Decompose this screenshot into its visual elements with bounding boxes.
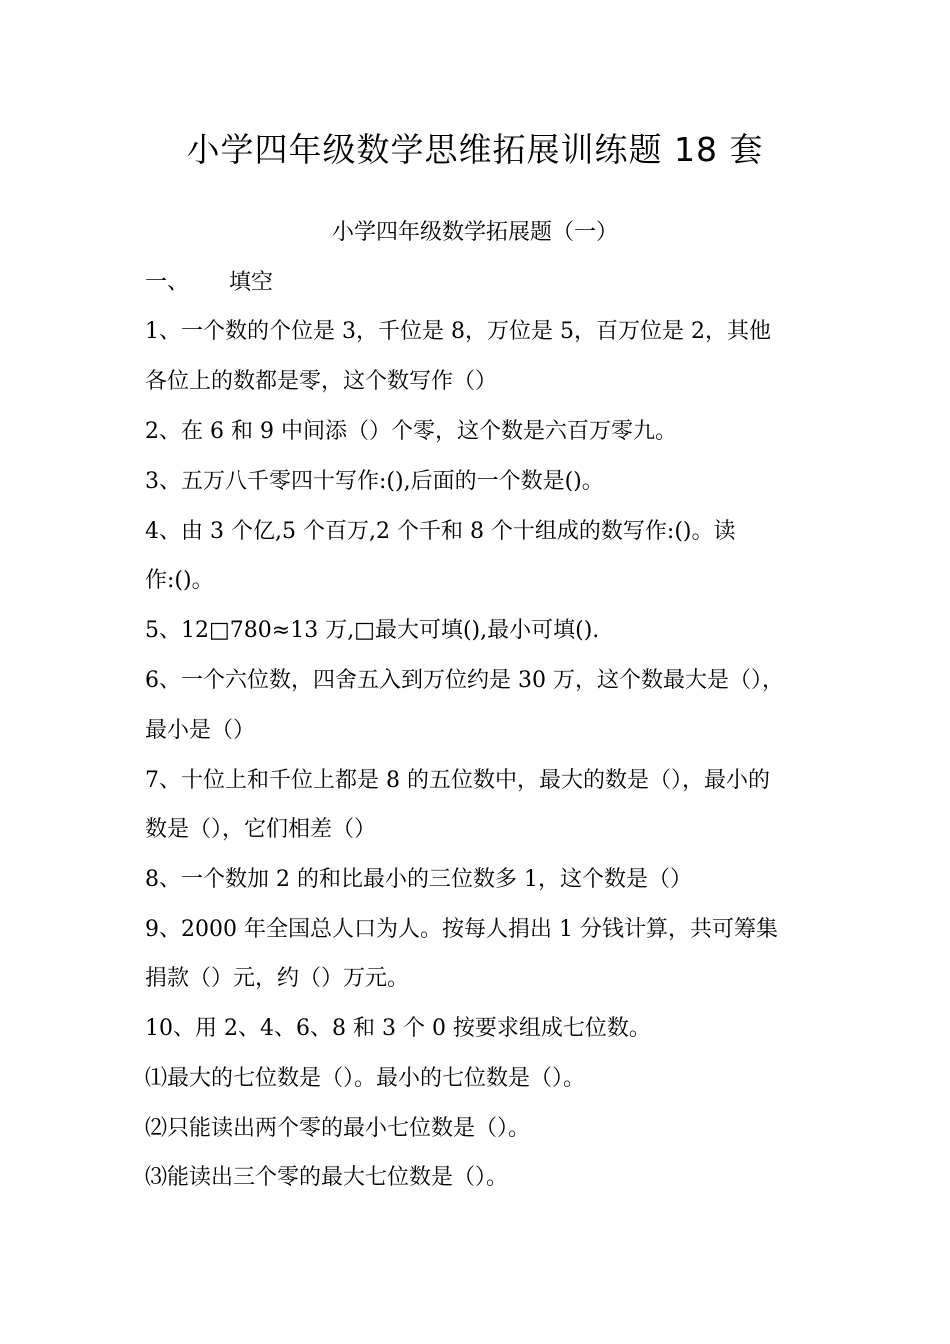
question-line: 4、由 3 个亿,5 个百万,2 个千和 8 个十组成的数写作:()。读 [145, 519, 736, 544]
section-number: 一、 [145, 270, 190, 295]
question-line: 9、2000 年全国总人口为人。按每人捐出 1 分钱计算，共可筹集 [145, 917, 778, 942]
question-line: 2、在 6 和 9 中间添（）个零，这个数是六百万零九。 [145, 419, 677, 444]
question-line: ⑵只能读出两个零的最小七位数是（）。 [145, 1116, 531, 1141]
question-line: 数是（），它们相差（） [145, 817, 377, 842]
section-heading [145, 268, 815, 298]
section-title: 填空 [229, 270, 274, 295]
question-line: 7、十位上和千位上都是 8 的五位数中，最大的数是（），最小的 [145, 768, 770, 793]
question-line: ⑶能读出三个零的最大七位数是（）。 [145, 1165, 509, 1190]
question-line: 各位上的数都是零，这个数写作（） [145, 369, 498, 394]
question-line: ⑴最大的七位数是（）。最小的七位数是（）。 [145, 1066, 586, 1091]
main-title: 小学四年级数学思维拓展训练题 18 套 [186, 130, 764, 169]
question-line: 10、用 2、4、6、8 和 3 个 0 按要求组成七位数。 [145, 1016, 651, 1041]
question-line: 捐款（）元，约（）万元。 [145, 966, 410, 991]
question-line: 8、一个数加 2 的和比最小的三位数多 1，这个数是（） [145, 867, 692, 892]
question-line: 1、一个数的个位是 3，千位是 8，万位是 5，百万位是 2，其他 [145, 319, 771, 344]
question-line: 最小是（） [145, 718, 256, 743]
sub-title: 小学四年级数学拓展题（一） [331, 220, 618, 245]
question-line: 3、五万八千零四十写作:(),后面的一个数是()。 [145, 469, 604, 494]
question-line: 作:()。 [145, 568, 214, 593]
question-line: 6、一个六位数，四舍五入到万位约是 30 万，这个数最大是（）， [145, 668, 784, 693]
question-line: 5、12□780≈13 万,□最大可填(),最小可填(). [145, 618, 600, 643]
